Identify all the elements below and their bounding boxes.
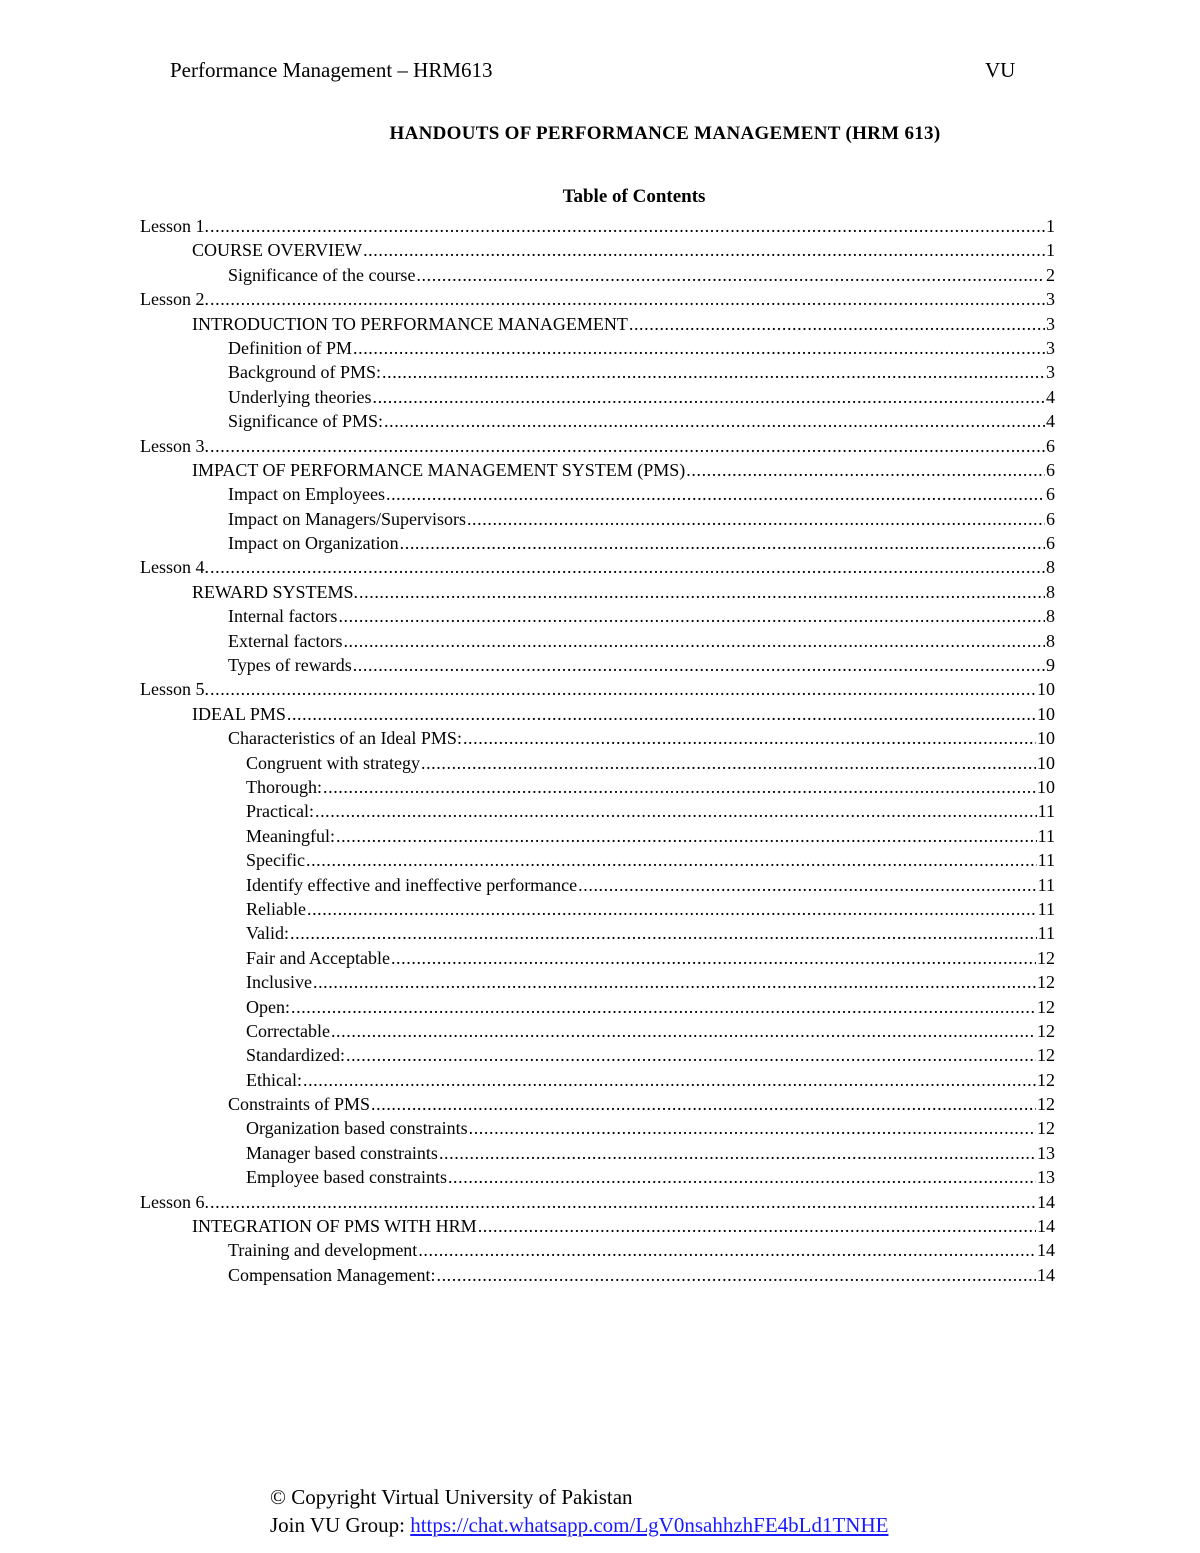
- toc-entry-page: 14: [1037, 1240, 1055, 1261]
- toc-entry-page: 4: [1046, 386, 1055, 407]
- toc-entry-page: 6: [1046, 484, 1055, 505]
- toc-entry-label: INTEGRATION OF PMS WITH HRM: [192, 1216, 477, 1237]
- toc-entry-label: Practical:: [246, 801, 314, 822]
- toc-entry-page: 3: [1046, 337, 1055, 358]
- toc-dot-leader: [448, 1165, 1036, 1189]
- toc-entry-label: Lesson 6.: [140, 1191, 209, 1212]
- toc-entry-label: Congruent with strategy: [246, 752, 420, 773]
- toc-entry-page: 8: [1046, 581, 1055, 602]
- toc-entry-page: 12: [1037, 1118, 1055, 1139]
- toc-entry-label: Training and development: [228, 1240, 418, 1261]
- toc-entry-label: Reliable: [246, 898, 306, 919]
- toc-dot-leader: [313, 970, 1036, 994]
- toc-entry-page: 12: [1037, 1045, 1055, 1066]
- toc-entry-page: 4: [1046, 411, 1055, 432]
- toc-entry-page: 10: [1037, 703, 1055, 724]
- toc-entry-label: Underlying theories: [228, 386, 372, 407]
- toc-entry[interactable]: [140, 1116, 1055, 1140]
- toc-entry-page: 12: [1037, 1094, 1055, 1115]
- toc-entry[interactable]: [140, 238, 1055, 262]
- toc-entry[interactable]: [140, 287, 1055, 311]
- toc-entry-label: Impact on Managers/Supervisors: [228, 508, 466, 529]
- toc-entry[interactable]: [140, 482, 1055, 506]
- toc-entry[interactable]: [140, 1019, 1055, 1043]
- toc-entry-page: 10: [1037, 776, 1055, 797]
- toc-entry-page: 6: [1046, 435, 1055, 456]
- toc-dot-leader: [382, 360, 1045, 384]
- toc-dot-leader: [686, 458, 1045, 482]
- toc-entry[interactable]: [140, 312, 1055, 336]
- toc-entry[interactable]: [140, 702, 1055, 726]
- toc-entry-label: Open:: [246, 996, 290, 1017]
- toc-dot-leader: [338, 604, 1045, 628]
- toc-entry-page: 9: [1046, 655, 1055, 676]
- toc-dot-leader: [384, 409, 1045, 433]
- toc-entry-label: Lesson 4.: [140, 557, 209, 578]
- toc-dot-leader: [436, 1263, 1036, 1287]
- toc-entry-label: Ethical:: [246, 1069, 302, 1090]
- toc-entry[interactable]: [140, 848, 1055, 872]
- toc-entry-page: 8: [1046, 630, 1055, 651]
- toc-entry-label: Manager based constraints: [246, 1142, 438, 1163]
- toc-entry-page: 3: [1046, 289, 1055, 310]
- toc-entry[interactable]: [140, 580, 1055, 604]
- toc-entry-page: 10: [1037, 679, 1055, 700]
- toc-dot-leader: [323, 775, 1036, 799]
- toc-entry-page: 8: [1046, 606, 1055, 627]
- toc-entry[interactable]: [140, 629, 1055, 653]
- toc-entry-label: Lesson 2.: [140, 289, 209, 310]
- toc-entry-page: 14: [1037, 1191, 1055, 1212]
- footer-join-group: [270, 1513, 888, 1538]
- toc-entry[interactable]: [140, 360, 1055, 384]
- toc-dot-leader: [210, 677, 1036, 701]
- toc-entry-page: 14: [1037, 1216, 1055, 1237]
- toc-entry-label: Significance of the course: [228, 264, 416, 285]
- toc-entry-page: 11: [1037, 923, 1055, 944]
- toc-entry-label: IDEAL PMS: [192, 703, 286, 724]
- toc-entry-label: Correctable: [246, 1020, 330, 1041]
- toc-entry-label: IMPACT OF PERFORMANCE MANAGEMENT SYSTEM (PMS): [192, 459, 686, 480]
- toc-dot-leader: [371, 1092, 1036, 1116]
- toc-entry[interactable]: [140, 897, 1055, 921]
- toc-entry-page: 14: [1037, 1264, 1055, 1285]
- toc-dot-leader: [391, 946, 1036, 970]
- toc-entry-page: 3: [1046, 362, 1055, 383]
- toc-entry[interactable]: [140, 531, 1055, 555]
- toc-entry-page: 11: [1037, 874, 1055, 895]
- toc-entry-label: Fair and Acceptable: [246, 947, 390, 968]
- toc-dot-leader: [467, 507, 1045, 531]
- toc-entry-page: 6: [1046, 533, 1055, 554]
- toc-entry[interactable]: [140, 970, 1055, 994]
- toc-entry-page: 13: [1037, 1167, 1055, 1188]
- toc-entry-label: Lesson 3.: [140, 435, 209, 456]
- toc-entry-label: Constraints of PMS: [228, 1094, 371, 1115]
- toc-entry-page: 10: [1037, 752, 1055, 773]
- toc-entry[interactable]: [140, 775, 1055, 799]
- toc-entry-page: 1: [1046, 216, 1055, 236]
- toc-entry[interactable]: [140, 677, 1055, 701]
- toc-dot-leader: [421, 751, 1036, 775]
- toc-heading: Table of Contents: [562, 186, 706, 207]
- toc-dot-leader: [287, 702, 1036, 726]
- toc-entry-label: Thorough:: [246, 776, 322, 797]
- toc-entry-label: Types of rewards: [228, 655, 352, 676]
- toc-dot-leader: [210, 287, 1045, 311]
- toc-entry[interactable]: [140, 873, 1055, 897]
- toc-entry-label: Inclusive: [246, 972, 312, 993]
- toc-entry-page: 12: [1037, 1020, 1055, 1041]
- toc-entry[interactable]: [140, 507, 1055, 531]
- toc-entry-page: 12: [1037, 972, 1055, 993]
- toc-entry-page: 6: [1046, 508, 1055, 529]
- toc-dot-leader: [343, 629, 1045, 653]
- toc-dot-leader: [578, 873, 1037, 897]
- toc-entry-page: 11: [1037, 801, 1055, 822]
- toc-dot-leader: [469, 1116, 1036, 1140]
- toc-dot-leader: [291, 995, 1036, 1019]
- toc-entry[interactable]: [140, 653, 1055, 677]
- toc-entry-label: Internal factors: [228, 606, 338, 627]
- toc-dot-leader: [290, 921, 1037, 945]
- toc-entry-page: 3: [1046, 313, 1055, 334]
- toc-entry-page: 11: [1037, 898, 1055, 919]
- toc-entry-page: 11: [1037, 825, 1055, 846]
- toc-entry[interactable]: [140, 751, 1055, 775]
- toc-entry[interactable]: [140, 604, 1055, 628]
- toc-entry-label: External factors: [228, 630, 343, 651]
- toc-entry-page: 13: [1037, 1142, 1055, 1163]
- toc-entry-page: 10: [1037, 728, 1055, 749]
- toc-dot-leader: [346, 1043, 1036, 1067]
- toc-dot-leader: [353, 336, 1045, 360]
- toc-entry-label: REWARD SYSTEMS.: [192, 581, 359, 602]
- toc-entry[interactable]: [140, 409, 1055, 433]
- toc-entry[interactable]: [140, 946, 1055, 970]
- toc-dot-leader: [331, 1019, 1036, 1043]
- toc-entry-label: Valid:: [246, 923, 289, 944]
- toc-dot-leader: [439, 1141, 1036, 1165]
- document-title: HANDOUTS OF PERFORMANCE MANAGEMENT (HRM 613): [389, 123, 941, 144]
- footer-copyright: © Copyright Virtual University of Pakistan: [270, 1485, 633, 1509]
- toc-entry-label: COURSE OVERVIEW: [192, 240, 363, 261]
- toc-entry-page: 6: [1046, 459, 1055, 480]
- toc-entry[interactable]: [140, 1238, 1055, 1262]
- toc-entry[interactable]: [140, 995, 1055, 1019]
- toc-entry-label: Impact on Employees: [228, 484, 385, 505]
- toc-dot-leader: [210, 434, 1045, 458]
- running-header-institution: VU: [985, 58, 1016, 82]
- footer-join-prefix: Join VU Group:: [270, 1513, 411, 1537]
- toc-dot-leader: [629, 312, 1045, 336]
- toc-dot-leader: [353, 653, 1045, 677]
- toc-entry-label: Significance of PMS:: [228, 411, 383, 432]
- toc-entry[interactable]: [140, 1263, 1055, 1287]
- toc-dot-leader: [306, 848, 1037, 872]
- toc-entry[interactable]: [140, 336, 1055, 360]
- toc-entry[interactable]: [140, 824, 1055, 848]
- toc-dot-leader: [210, 555, 1045, 579]
- toc-entry-label: Meaningful:: [246, 825, 335, 846]
- toc-dot-leader: [463, 726, 1036, 750]
- toc-entry-label: INTRODUCTION TO PERFORMANCE MANAGEMENT: [192, 313, 628, 334]
- toc-entry[interactable]: [140, 263, 1055, 287]
- toc-entry[interactable]: [140, 799, 1055, 823]
- toc-dot-leader: [315, 799, 1037, 823]
- toc-dot-leader: [210, 214, 1045, 238]
- toc-entry-label: Compensation Management:: [228, 1264, 436, 1285]
- toc-entry-label: Definition of PM: [228, 337, 352, 358]
- toc-dot-leader: [210, 1190, 1036, 1214]
- toc-entry-label: Identify effective and ineffective performance: [246, 874, 578, 895]
- toc-entry-page: 8: [1046, 557, 1055, 578]
- toc-entry[interactable]: [140, 1165, 1055, 1189]
- toc-dot-leader: [307, 897, 1037, 921]
- running-header-title: Performance Management – HRM613: [170, 58, 493, 82]
- toc-entry-label: Lesson 5.: [140, 679, 209, 700]
- toc-entry[interactable]: [140, 1141, 1055, 1165]
- toc-entry-label: Specific: [246, 850, 305, 871]
- toc-entry-page: 1: [1046, 240, 1055, 261]
- toc-dot-leader: [303, 1068, 1036, 1092]
- toc-entry-page: 11: [1037, 850, 1055, 871]
- whatsapp-group-link[interactable]: https://chat.whatsapp.com/LgV0nsahhzhFE4bLd1TNHE: [410, 1513, 889, 1537]
- toc-dot-leader: [386, 482, 1045, 506]
- toc-entry[interactable]: [140, 1068, 1055, 1092]
- toc-entry-label: Organization based constraints: [246, 1118, 468, 1139]
- toc-dot-leader: [359, 580, 1045, 604]
- toc-entry[interactable]: [140, 1092, 1055, 1116]
- toc-dot-leader: [418, 1238, 1036, 1262]
- toc-dot-leader: [478, 1214, 1036, 1238]
- toc-entry[interactable]: [140, 921, 1055, 945]
- toc-entry[interactable]: [140, 1043, 1055, 1067]
- toc-dot-leader: [416, 263, 1045, 287]
- toc-entry-label: Employee based constraints: [246, 1167, 447, 1188]
- toc-dot-leader: [372, 385, 1045, 409]
- toc-entry[interactable]: [140, 1190, 1055, 1214]
- toc-entry[interactable]: [140, 434, 1055, 458]
- toc-entry[interactable]: [140, 555, 1055, 579]
- toc-entry[interactable]: [140, 385, 1055, 409]
- toc-entry-label: Impact on Organization: [228, 533, 399, 554]
- toc-dot-leader: [336, 824, 1037, 848]
- toc-entry-page: 2: [1046, 264, 1055, 285]
- toc-entry[interactable]: [140, 726, 1055, 750]
- toc-entry[interactable]: [140, 458, 1055, 482]
- toc-entry-label: Standardized:: [246, 1045, 345, 1066]
- toc-entry[interactable]: [140, 1214, 1055, 1238]
- toc-dot-leader: [400, 531, 1045, 555]
- toc-entry-page: 12: [1037, 996, 1055, 1017]
- toc-entry-label: Background of PMS:: [228, 362, 381, 383]
- toc-entry-label: Characteristics of an Ideal PMS:: [228, 728, 462, 749]
- toc-entry-page: 12: [1037, 1069, 1055, 1090]
- toc-entry-label: Lesson 1.: [140, 216, 209, 236]
- toc-entry[interactable]: [140, 214, 1055, 238]
- toc-entry-page: 12: [1037, 947, 1055, 968]
- toc-dot-leader: [363, 238, 1045, 262]
- table-of-contents: [140, 214, 1055, 1287]
